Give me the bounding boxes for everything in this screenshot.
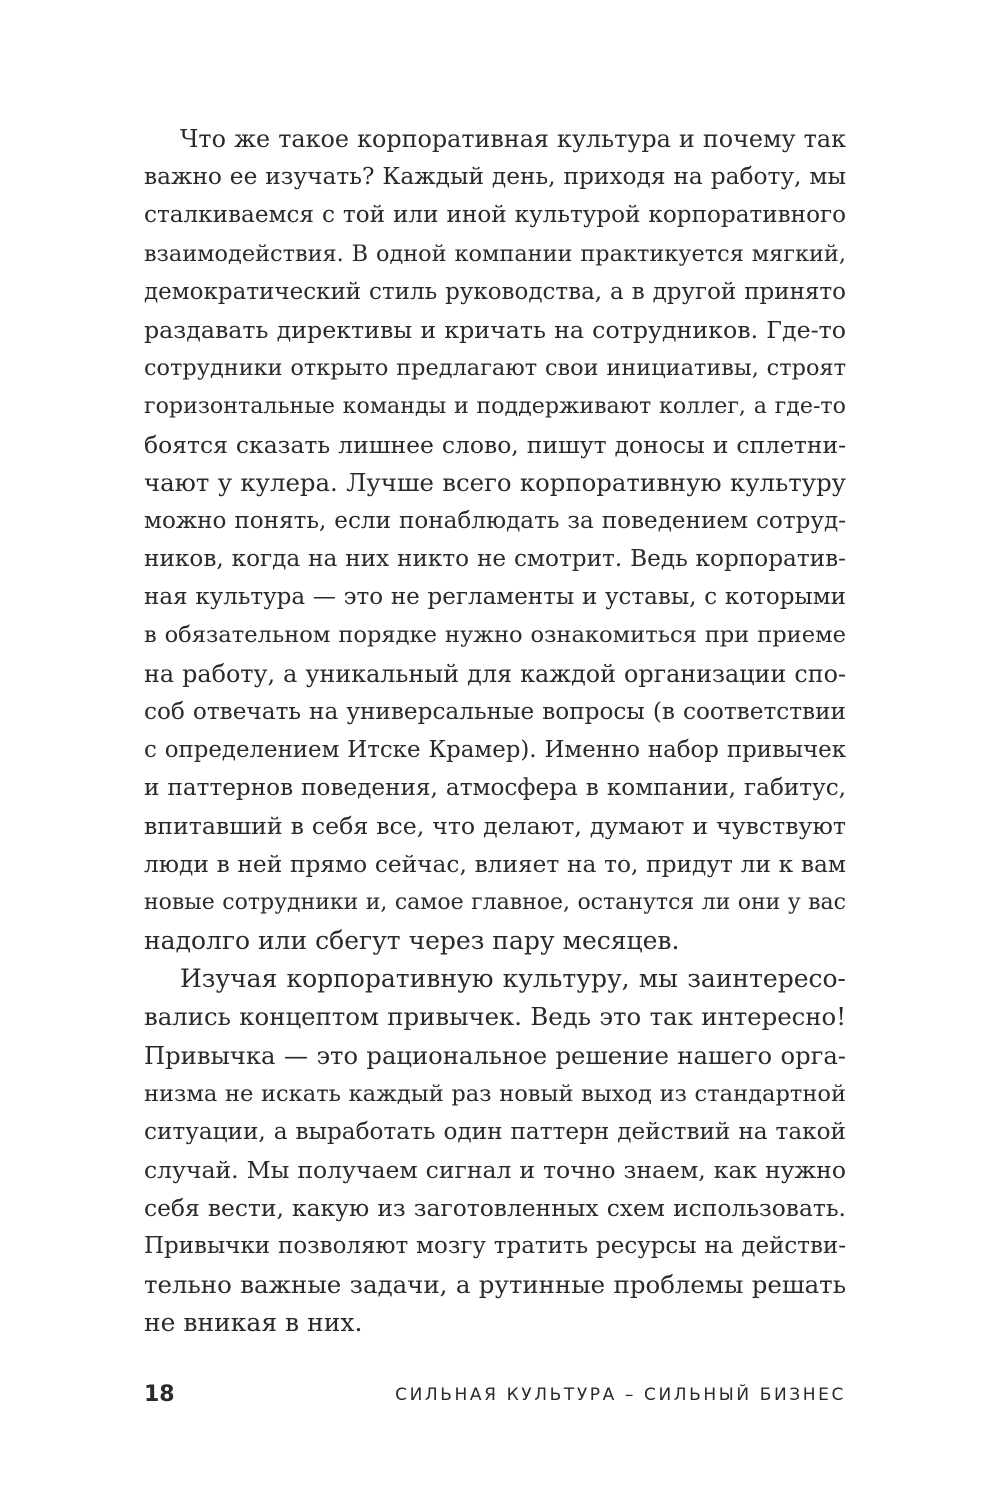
text-line: вались концептом привычек. Ведь это так интересно!: [144, 1002, 846, 1032]
text-line: Изучая корпоративную культуру, мы заинтересо-: [180, 964, 846, 994]
text-line: впитавший в себя все, что делают, думают и чувствуют: [144, 812, 846, 841]
body-text: [144, 120, 846, 1342]
page-footer: [144, 1378, 846, 1412]
text-line: надолго или сбегут через пару месяцев.: [144, 925, 680, 955]
page-number: 18: [144, 1382, 175, 1407]
text-line: ников, когда на них никто не смотрит. Ведь корпоратив-: [144, 545, 846, 573]
text-line: не вникая в них.: [144, 1307, 363, 1337]
text-line: горизонтальные команды и поддерживают коллег, а где-то: [144, 393, 846, 420]
text-line: соб отвечать на универсальные вопросы (в соответствии: [144, 697, 846, 725]
text-line: люди в ней прямо сейчас, влияет на то, придут ли к вам: [144, 850, 846, 878]
text-line: и паттернов поведения, атмосфера в компании, габитус,: [144, 775, 846, 802]
text-line: Привычки позволяют мозгу тратить ресурсы на действи-: [144, 1233, 846, 1260]
text-line: низма не искать каждый раз новый выход из стандартной: [144, 1080, 846, 1107]
text-line: можно понять, если понаблюдать за поведением сотруд-: [144, 507, 846, 534]
text-line: в обязательном порядке нужно ознакомиться при приеме: [144, 622, 846, 649]
running-title: СИЛЬНАЯ КУЛЬТУРА – СИЛЬНЫЙ БИЗНЕС: [395, 1385, 846, 1405]
text-line: новые сотрудники и, самое главное, останутся ли они у вас: [144, 889, 846, 915]
text-line: ситуации, а выработать один паттерн действий на такой: [144, 1117, 846, 1145]
text-line: боятся сказать лишнее слово, пишут доносы и сплетни-: [144, 430, 846, 459]
text-line: себя вести, какую из заготовленных схем использовать.: [144, 1194, 846, 1223]
text-line: демократический стиль руководства, а в другой принято: [144, 278, 846, 305]
text-line: на работу, а уникальный для каждой организации спо-: [144, 659, 846, 688]
paragraph-1: [144, 120, 846, 960]
text-line: тельно важные задачи, а рутинные проблемы решать: [144, 1269, 846, 1299]
text-line: Что же такое корпоративная культура и почему так: [180, 125, 846, 153]
text-line: чают у кулера. Лучше всего корпоративную культуру: [144, 467, 846, 497]
text-line: важно ее изучать? Каждый день, приходя на работу, мы: [144, 163, 846, 191]
text-line: с определением Итске Крамер). Именно набор привычек: [144, 737, 846, 763]
text-line: сотрудники открыто предлагают свои инициативы, строят: [144, 355, 846, 382]
text-line: Привычка — это рациональное решение нашего орга-: [144, 1040, 846, 1070]
text-line: ная культура — это не регламенты и уставы, с которыми: [144, 584, 846, 611]
text-line: случай. Мы получаем сигнал и точно знаем, как нужно: [144, 1156, 846, 1185]
text-line: раздавать директивы и кричать на сотрудников. Где-то: [144, 315, 846, 344]
paragraph-2: [144, 960, 846, 1342]
text-line: взаимодействия. В одной компании практикуется мягкий,: [144, 240, 846, 267]
text-line: сталкиваемся с той или иной культурой корпоративного: [144, 202, 846, 229]
